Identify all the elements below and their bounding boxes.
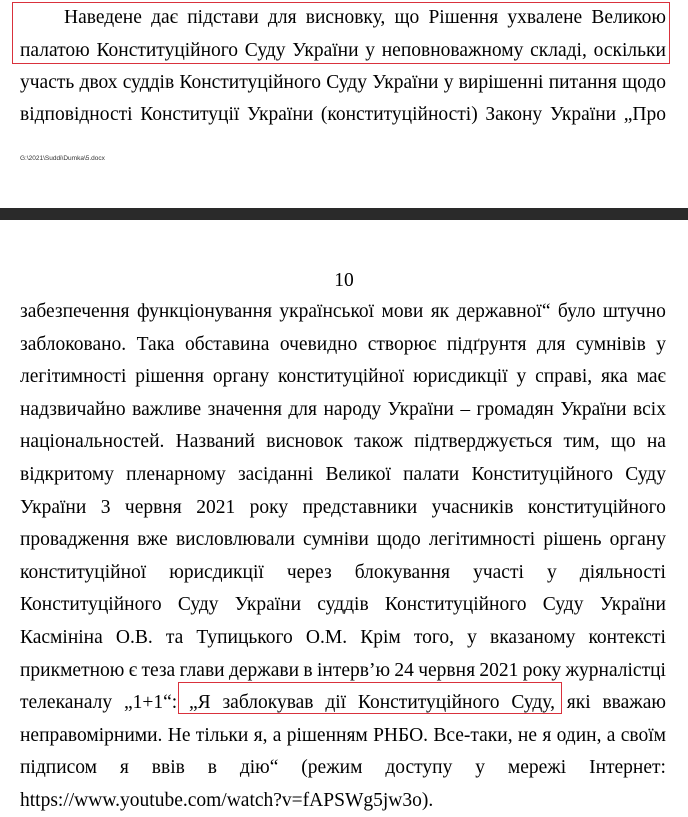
page-divider [0,208,688,220]
text-line-top-2: палатою Конституційного Суду України у неповноважному складі, оскільки [20,40,666,61]
text-line-bottom-3: легітимності рішення органу конституційної юрисдикції у справі, яка має [20,366,666,388]
text-line-top-3: участь двох суддів Конституційного Суду України у вирішенні питання щодо [20,72,666,93]
text-line-bottom-4: надзвичайно важливе значення для народу України – громадян України всіх [20,398,666,420]
text-line-bottom-2: заблоковано. Така обставина очевидно створює підґрунтя для сумнівів у [20,333,666,355]
text-line-bottom-8: провадження вже висловлювали сумніви щодо легітимності рішень органу [20,529,666,551]
text-line-bottom-13: телеканалу „1+1“: „Я заблокував дії Конституційного Суду, які вважаю [20,692,666,714]
text-line-top-1: Наведене дає підстави для висновку, що Рішення ухвалене Великою [64,7,666,28]
text-line-bottom-11: Касмініна О.В. та Тупицького О.М. Крім того, у вказаному контексті [20,627,666,648]
file-path: G:\2021\Suddi\Dumka\5.docx [20,155,105,162]
text-line-bottom-6: відкритому пленарному засіданні Великої палати Конституційного Суду [20,464,666,485]
text-line-bottom-1: забезпечення функціонування української мови як державної“ було штучно [20,301,666,322]
page-number: 10 [334,270,354,291]
text-line-bottom-7: України 3 червня 2021 року представники учасників конституційного [20,496,666,518]
text-line-bottom-12: прикметною є теза глави держави в інтерв’ю 24 червня 2021 року журналістці [20,659,666,681]
text-line-top-4: відповідності Конституції України (конституційності) Закону України „Про [20,104,666,125]
text-line-bottom-14: неправомірними. Не тільки я, а рішенням РНБО. Все-таки, не я один, а своїм [20,724,666,746]
text-line-bottom-10: Конституційного Суду України суддів Конституційного Суду України [20,594,666,616]
text-line-bottom-15: підписом я ввів в дію“ (режим доступу у мережі Інтернет: [20,757,666,779]
text-line-bottom-9: конституційної юрисдикції через блокування участі у діяльності [20,561,666,583]
text-line-bottom-16: https://www.youtube.com/watch?v=fAPSWg5jw3o). [20,790,434,811]
text-line-bottom-5: національностей. Названий висновок також підтверджується тим, що на [20,431,666,453]
